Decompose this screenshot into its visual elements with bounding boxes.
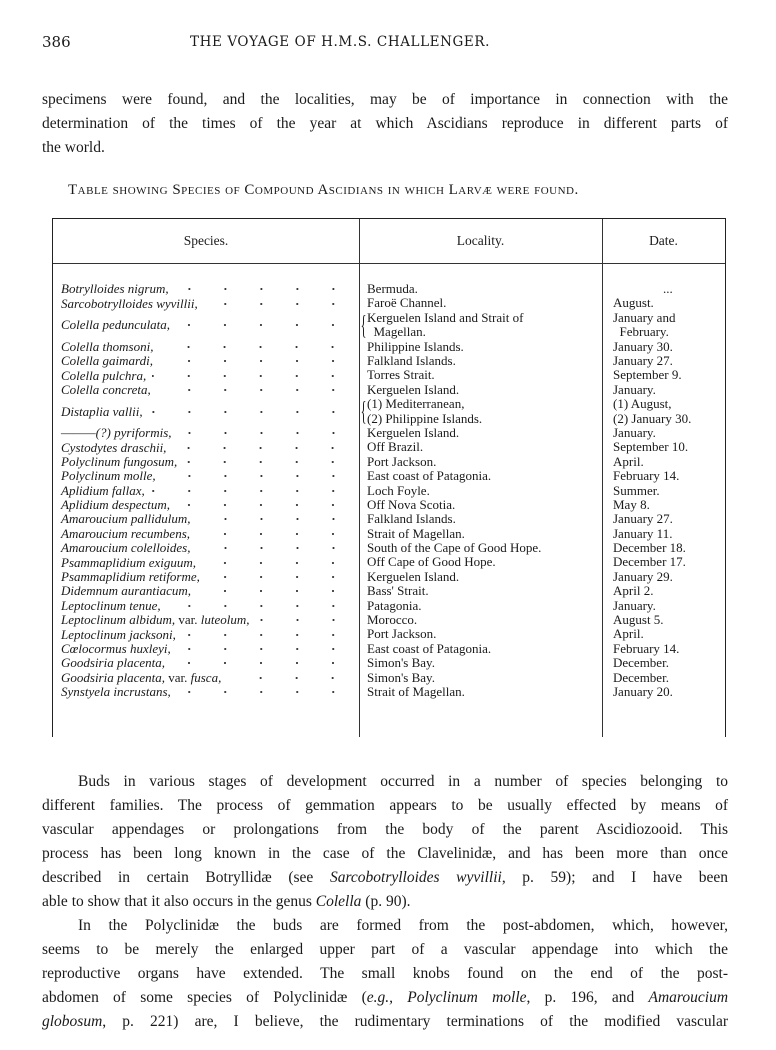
dot-leader	[176, 500, 351, 510]
table-row	[53, 397, 725, 426]
date-line: August 5.	[613, 612, 664, 628]
species-text: Colella concreta,	[61, 381, 151, 397]
date-cell	[613, 599, 723, 613]
text-segment: described in certain Botryllidæ (see	[42, 869, 330, 886]
dot-leader	[172, 443, 351, 453]
text-segment: e.g., Polyclinum molle	[366, 989, 527, 1006]
date-cell	[613, 498, 723, 512]
locality-cell	[367, 469, 599, 483]
date-line: September 9.	[613, 367, 682, 383]
date-line: January 29.	[613, 568, 673, 584]
locality-line: East coast of Patagonia.	[367, 468, 492, 484]
species-text: Amaroucium pallidulum,	[61, 511, 191, 527]
table-row	[53, 340, 725, 354]
species-cell	[61, 455, 351, 469]
species-cell	[61, 296, 351, 310]
species-text: Colella gaimardi,	[61, 353, 153, 369]
date-cell	[613, 555, 723, 569]
dot-leader	[202, 558, 351, 568]
date-cell	[613, 282, 723, 296]
species-cell	[61, 627, 351, 641]
date-line: April 2.	[613, 583, 654, 599]
date-line: May 8.	[613, 496, 650, 512]
dot-leader	[175, 284, 351, 294]
dot-leader	[178, 428, 351, 438]
locality-line: Kerguelen Island.	[367, 568, 460, 584]
locality-line: (2) Philippine Islands.	[367, 410, 483, 426]
text-segment: In the Polyclinidæ the buds are formed from the post-abdomen, which, however,	[78, 917, 728, 934]
header-rule	[53, 263, 725, 264]
variety-label: var.	[165, 669, 191, 685]
locality-line: Bass' Strait.	[367, 583, 429, 599]
locality-line: Bermuda.	[367, 281, 418, 296]
header-species: Species.	[183, 233, 229, 248]
dot-leader	[162, 471, 351, 481]
text-segment: determination of the times of the year at which Ascidians reproduce in different parts of	[42, 115, 728, 132]
table-row	[53, 555, 725, 569]
species-cell	[61, 555, 351, 569]
text-segment: the world.	[42, 139, 105, 156]
text-line	[42, 890, 728, 914]
species-cell	[61, 469, 351, 483]
text-segment: seems to be merely the enlarged upper part of a vascular appendage into which the	[42, 941, 728, 958]
table-row	[53, 584, 725, 598]
species-text: Cœlocormus huxleyi,	[61, 641, 171, 656]
locality-cell	[367, 455, 599, 469]
species-cell	[61, 584, 351, 598]
species-text: Cystodytes draschii,	[61, 439, 167, 455]
table-row	[53, 627, 725, 641]
species-text: Goodsiria placenta,	[61, 655, 165, 671]
table-row	[53, 656, 725, 670]
text-segment: able to show that it also occurs in the genus	[42, 893, 316, 910]
text-line	[42, 112, 728, 136]
body-paragraph-2	[42, 914, 728, 1034]
locality-cell	[367, 613, 599, 627]
text-segment: Sarcobotrylloides wyvillii	[329, 869, 502, 886]
species-text: Didemnum aurantiacum,	[61, 583, 191, 599]
species-cell	[61, 354, 351, 368]
species-text: Leptoclinum tenue,	[61, 597, 161, 613]
locality-line: Simon's Bay.	[367, 655, 435, 671]
text-segment: reproductive organs have extended. The small knobs found on the end of the post-	[42, 965, 728, 982]
date-line: February.	[613, 324, 669, 340]
table-row	[53, 570, 725, 584]
locality-cell	[367, 627, 599, 641]
dot-leader	[196, 529, 351, 539]
dot-leader	[171, 658, 351, 668]
species-cell	[61, 397, 351, 426]
table-row	[53, 296, 725, 310]
dot-leader	[152, 371, 351, 381]
brace-glyph: {	[360, 396, 367, 427]
date-line: August.	[613, 295, 654, 311]
locality-line: Kerguelen Island.	[367, 381, 460, 397]
date-cell	[613, 642, 723, 656]
locality-cell	[367, 498, 599, 512]
date-cell	[613, 383, 723, 397]
table-row	[53, 282, 725, 296]
species-cell	[61, 685, 351, 699]
species-cell	[61, 484, 351, 498]
species-name	[61, 684, 171, 700]
table-row	[53, 541, 725, 555]
locality-line: Off Brazil.	[367, 439, 424, 455]
locality-line: Simon's Bay.	[367, 669, 435, 685]
locality-cell	[367, 354, 599, 368]
species-cell	[61, 642, 351, 656]
species-cell	[61, 440, 351, 454]
species-name	[61, 296, 198, 312]
dot-leader	[167, 601, 351, 611]
date-cell	[613, 296, 723, 310]
date-cell	[613, 570, 723, 584]
intro-paragraph	[42, 88, 728, 160]
date-line: January and	[613, 309, 676, 325]
text-line	[42, 962, 728, 986]
table-row	[53, 498, 725, 512]
text-line	[42, 938, 728, 962]
text-segment: , p. 59); and I have been	[501, 869, 728, 886]
locality-line: Philippine Islands.	[367, 338, 464, 354]
locality-cell	[367, 512, 599, 526]
date-cell	[613, 512, 723, 526]
date-cell	[613, 584, 723, 598]
locality-line: Kerguelen Island.	[367, 424, 460, 440]
text-segment: globosum	[42, 1013, 103, 1030]
dot-leader	[197, 586, 351, 596]
table-title: Table showing Species of Compound Ascidians in which Larvæ were found.	[68, 182, 579, 198]
text-segment: Buds in various stages of development occurred in a number of species belonging to	[78, 773, 728, 790]
dot-leader	[182, 630, 351, 640]
table-row	[53, 426, 725, 440]
species-cell	[61, 671, 351, 685]
species-cell	[61, 527, 351, 541]
date-line: (2) January 30.	[613, 410, 692, 426]
table-row	[53, 440, 725, 454]
locality-line: Morocco.	[367, 612, 418, 628]
locality-cell	[367, 599, 599, 613]
date-line: April.	[613, 453, 644, 469]
text-segment: vascular appendages or prolongations from the body of the parent Ascidiozooid. This	[42, 821, 728, 838]
species-text: Synstyela incrustans,	[61, 684, 171, 700]
page-number: 386	[42, 33, 71, 51]
species-cell	[61, 599, 351, 613]
date-cell	[613, 627, 723, 641]
text-segment: Amaroucium	[648, 989, 729, 1006]
locality-line: East coast of Patagonia.	[367, 640, 492, 656]
dot-leader	[177, 644, 351, 654]
locality-cell	[367, 440, 599, 454]
species-text: Leptoclinum albidum,	[61, 612, 176, 628]
table-row	[53, 599, 725, 613]
locality-line: Falkland Islands.	[367, 352, 456, 368]
locality-cell	[367, 570, 599, 584]
text-line	[42, 866, 728, 890]
locality-line: Strait of Magellan.	[367, 525, 465, 541]
species-cell	[61, 340, 351, 354]
variety-name: fusca,	[190, 669, 222, 685]
date-cell	[613, 440, 723, 454]
locality-line: Torres Strait.	[367, 367, 435, 383]
dot-leader	[159, 342, 351, 352]
species-cell	[61, 613, 351, 627]
locality-cell	[367, 671, 599, 685]
date-line: September 10.	[613, 439, 689, 455]
date-line: February 14.	[613, 640, 680, 656]
text-segment: specimens were found, and the localities, may be of importance in connection with the	[42, 91, 728, 108]
table-row	[53, 455, 725, 469]
table-row	[53, 383, 725, 397]
locality-cell	[367, 685, 599, 699]
species-cell	[61, 541, 351, 555]
species-cell	[61, 512, 351, 526]
species-text: Psammaplidium retiforme,	[61, 569, 200, 585]
species-name	[61, 382, 151, 398]
locality-cell	[367, 368, 599, 382]
text-segment: abdomen of some species of Polyclinidæ (	[42, 989, 367, 1006]
date-line: January.	[613, 381, 656, 397]
species-text: Distaplia vallii,	[61, 403, 143, 419]
date-cell	[613, 685, 723, 699]
date-line: January 27.	[613, 352, 673, 368]
text-line	[42, 986, 728, 1010]
header-date: Date.	[649, 233, 678, 248]
table-row	[53, 469, 725, 483]
date-cell	[613, 484, 723, 498]
table-row	[53, 484, 725, 498]
date-line: February 14.	[613, 468, 680, 484]
date-cell	[613, 340, 723, 354]
locality-cell	[367, 484, 599, 498]
species-cell	[61, 426, 351, 440]
date-line: Summer.	[613, 482, 660, 498]
locality-cell	[360, 396, 599, 427]
locality-cell	[367, 426, 599, 440]
header-locality: Locality.	[456, 233, 505, 248]
dot-leader	[176, 320, 351, 330]
text-line	[42, 914, 728, 938]
species-text: Leptoclinum jacksoni,	[61, 626, 176, 642]
locality-line: Patagonia.	[367, 597, 422, 613]
species-text: Amaroucium recumbens,	[61, 525, 191, 541]
table-row	[53, 642, 725, 656]
date-line: April.	[613, 626, 644, 642]
species-text: Polyclinum molle,	[61, 468, 156, 484]
locality-line: Magellan.	[367, 324, 426, 340]
species-text: Colella thomsoni,	[61, 338, 154, 354]
date-line: January 20.	[613, 683, 673, 699]
running-title: THE VOYAGE OF H.M.S. CHALLENGER.	[190, 34, 491, 50]
text-line	[42, 770, 728, 794]
table-row	[53, 354, 725, 368]
table-row	[53, 671, 725, 685]
dot-leader	[159, 356, 351, 366]
text-segment: different families. The process of gemmation appears to be usually effected by means of	[42, 797, 728, 814]
date-line: December.	[613, 655, 669, 671]
table-row	[53, 311, 725, 340]
text-line	[42, 842, 728, 866]
dot-leader	[177, 687, 351, 697]
species-cell	[61, 282, 351, 296]
locality-line: (1) Mediterranean,	[367, 396, 465, 412]
species-text: Goodsiria placenta,	[61, 669, 165, 685]
table-row	[53, 512, 725, 526]
species-name	[61, 317, 170, 333]
date-cell	[613, 368, 723, 382]
table-row	[53, 527, 725, 541]
date-cell	[613, 311, 723, 340]
date-cell	[613, 354, 723, 368]
date-cell	[613, 469, 723, 483]
locality-cell	[367, 584, 599, 598]
date-line: (1) August,	[613, 396, 672, 412]
date-cell	[613, 671, 723, 685]
text-line	[42, 794, 728, 818]
date-line: December 17.	[613, 554, 686, 570]
species-text: Botrylloides nigrum,	[61, 281, 169, 297]
variety-label: var.	[175, 612, 201, 628]
dot-leader	[206, 572, 351, 582]
dot-leader	[227, 673, 351, 683]
species-text: ———(?) pyriformis,	[61, 425, 172, 441]
dot-leader	[149, 407, 351, 417]
date-line: December.	[613, 669, 669, 685]
dot-leader	[151, 486, 351, 496]
date-cell	[613, 527, 723, 541]
locality-line: Loch Foyle.	[367, 482, 430, 498]
date-cell	[613, 426, 723, 440]
date-cell	[613, 455, 723, 469]
brace-glyph: {	[360, 309, 367, 340]
species-text: Aplidium despectum,	[61, 497, 171, 513]
locality-cell	[367, 656, 599, 670]
larvae-table	[52, 218, 726, 737]
text-segment: (p. 90).	[361, 893, 411, 910]
species-text: Aplidium fallax,	[61, 482, 145, 498]
locality-cell	[367, 282, 599, 296]
text-segment: Colella	[315, 893, 362, 910]
species-text: Sarcobotrylloides wyvillii,	[61, 295, 198, 311]
text-segment: process has been long known in the case of the Clavelinidæ, and has been more than once	[42, 845, 728, 862]
table-body	[53, 282, 725, 699]
locality-line: Port Jackson.	[367, 453, 437, 469]
locality-cell	[367, 555, 599, 569]
species-text: Polyclinum fungosum,	[61, 453, 178, 469]
text-line	[42, 136, 728, 160]
species-text: Psammaplidium exiguum,	[61, 554, 197, 570]
dot-leader	[183, 457, 351, 467]
date-line: ...	[663, 281, 673, 296]
locality-line: Off Cape of Good Hope.	[367, 554, 496, 570]
date-cell	[613, 541, 723, 555]
body-paragraph-1	[42, 770, 728, 914]
date-line: January 30.	[613, 338, 673, 354]
date-line: January 27.	[613, 511, 673, 527]
date-line: January.	[613, 424, 656, 440]
text-segment: , p. 196, and	[526, 989, 649, 1006]
date-cell	[613, 656, 723, 670]
species-cell	[61, 368, 351, 382]
species-text: Amaroucium colelloides,	[61, 540, 191, 556]
text-line	[42, 818, 728, 842]
dot-leader	[197, 543, 352, 553]
date-cell	[613, 613, 723, 627]
dot-leader	[197, 514, 351, 524]
locality-cell	[367, 296, 599, 310]
text-segment: , p. 221) are, I believe, the rudimentary terminations of the modified vascular	[102, 1013, 728, 1030]
variety-name: luteolum,	[200, 612, 250, 628]
locality-cell	[360, 309, 599, 340]
locality-cell	[367, 642, 599, 656]
text-line	[42, 1010, 728, 1034]
species-name	[61, 404, 143, 420]
species-text: Colella pedunculata,	[61, 317, 171, 333]
locality-cell	[367, 541, 599, 555]
locality-line: South of the Cape of Good Hope.	[367, 540, 542, 556]
table-row	[53, 685, 725, 699]
table-row	[53, 368, 725, 382]
locality-cell	[367, 383, 599, 397]
locality-line: Falkland Islands.	[367, 511, 456, 527]
dot-leader	[204, 299, 351, 309]
locality-cell	[367, 527, 599, 541]
species-cell	[61, 311, 351, 340]
text-line	[42, 88, 728, 112]
dot-leader	[256, 615, 352, 625]
dot-leader	[157, 385, 351, 395]
locality-cell	[367, 340, 599, 354]
locality-line: Faroë Channel.	[367, 295, 447, 311]
locality-line: Off Nova Scotia.	[367, 496, 456, 512]
species-cell	[61, 498, 351, 512]
locality-line: Port Jackson.	[367, 626, 437, 642]
species-cell	[61, 656, 351, 670]
date-line: January.	[613, 597, 656, 613]
species-text: Colella pulchra,	[61, 367, 147, 383]
date-cell	[613, 397, 723, 426]
species-cell	[61, 383, 351, 397]
species-cell	[61, 570, 351, 584]
date-line: January 11.	[613, 525, 673, 541]
table-row	[53, 613, 725, 627]
locality-line: Strait of Magellan.	[367, 683, 465, 699]
date-line: December 18.	[613, 540, 686, 556]
locality-line: Kerguelen Island and Strait of	[367, 309, 524, 325]
